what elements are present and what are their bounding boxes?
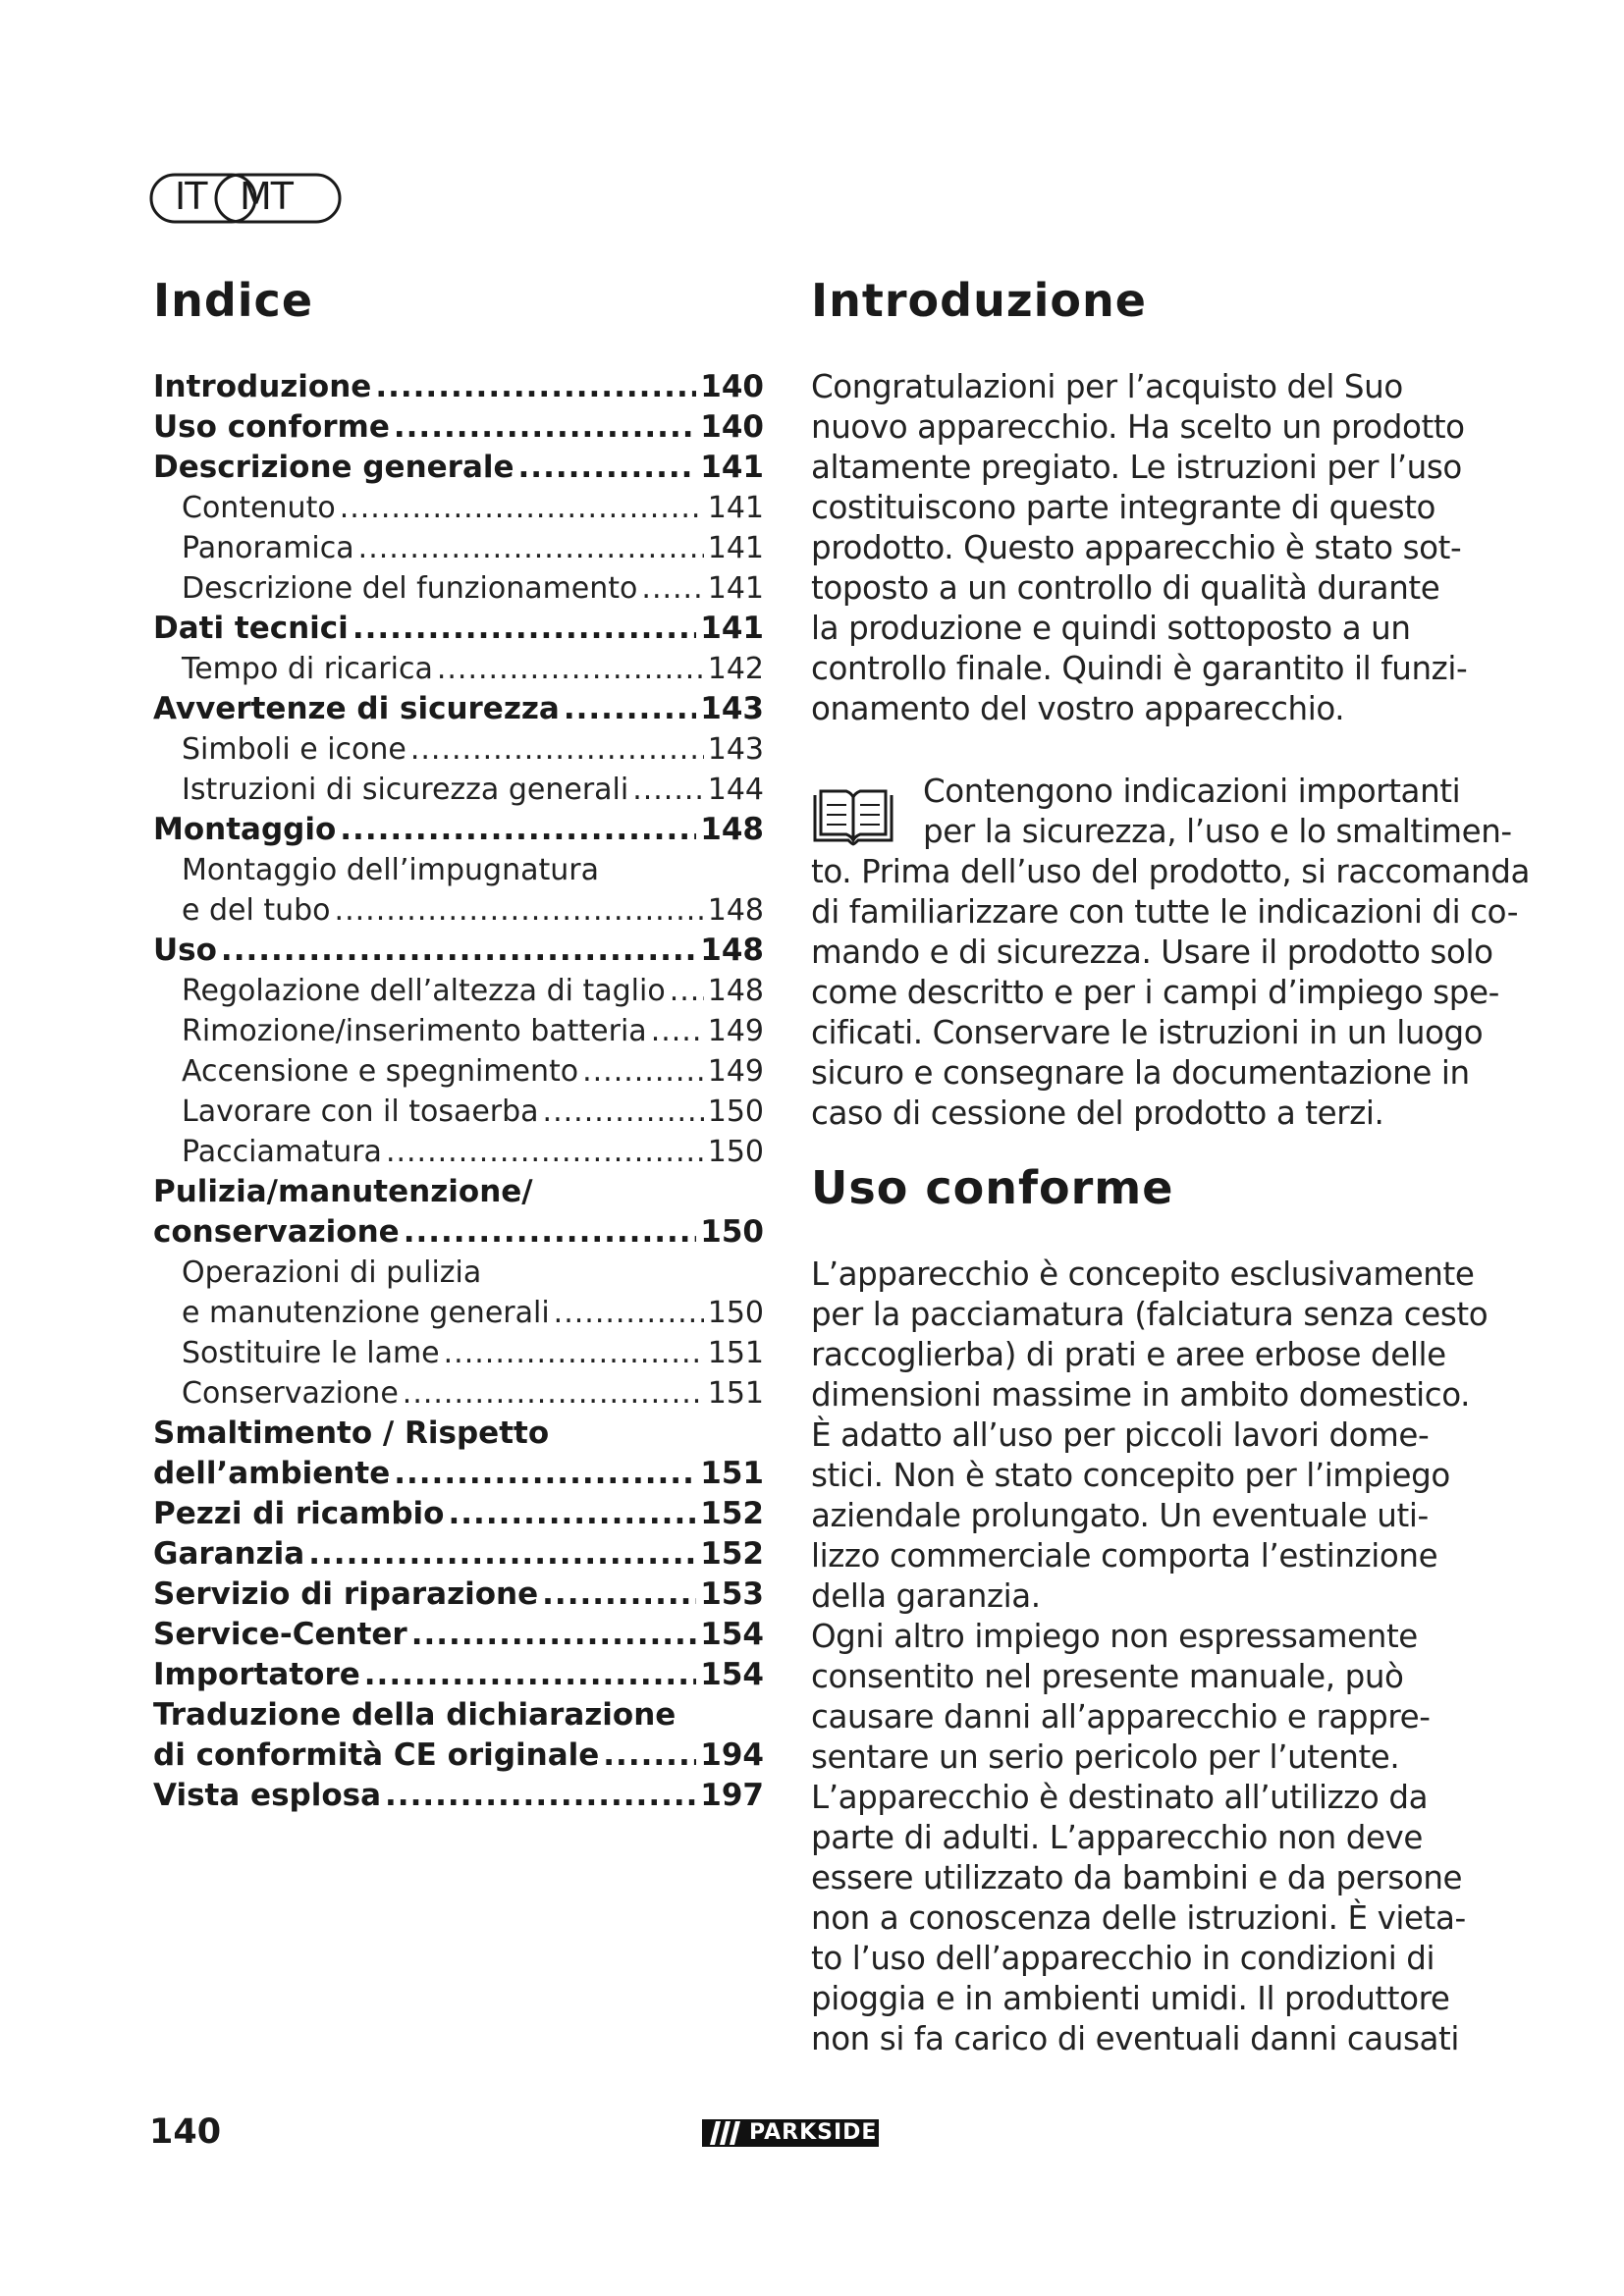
toc-entry-label: Pacciamatura (182, 1135, 382, 1169)
toc-entry (153, 810, 764, 850)
toc-entry-label: conservazione (153, 1214, 400, 1250)
text-line: per la pacciamatura (falciatura senza cesto (811, 1296, 1489, 1333)
toc-entry (153, 1615, 764, 1655)
brand-slashes-icon (702, 2119, 745, 2147)
toc-leader-dots (603, 1735, 696, 1776)
toc-entry-label: Conservazione (182, 1376, 399, 1411)
toc-entry-page: 140 (700, 369, 764, 404)
text-line: consentito nel presente manuale, può (811, 1658, 1404, 1695)
text-line: È adatto all’uso per piccoli lavori dome- (811, 1416, 1430, 1454)
toc-entry-label: dell’ambiente (153, 1456, 391, 1491)
toc-entry (153, 1051, 764, 1092)
toc-entry (153, 1575, 764, 1615)
toc-entry (153, 1494, 764, 1534)
page-number: 140 (149, 2112, 222, 2152)
toc-leader-dots (394, 1454, 696, 1494)
toc-entry-page: 143 (700, 691, 764, 726)
text-line: causare danni all’apparecchio e rappre- (811, 1698, 1431, 1735)
text-line: stici. Non è stato concepito per l’impiego (811, 1457, 1450, 1494)
text-line: Congratulazioni per l’acquisto del Suo (811, 368, 1403, 405)
toc-entry-page: 150 (707, 1135, 764, 1169)
toc-entry (153, 1212, 764, 1253)
toc-entry-page: 141 (707, 531, 764, 565)
toc-entry-page: 140 (700, 409, 764, 445)
uso-conforme-paragraph (811, 1255, 1488, 2059)
text-line: lizzo commerciale comporta l’estinzione (811, 1537, 1438, 1575)
toc-entry (153, 609, 764, 649)
toc-entry (153, 890, 764, 931)
toc-entry (153, 1333, 764, 1373)
toc-entry-label: Pezzi di ricambio (153, 1496, 445, 1531)
toc-leader-dots (385, 1776, 696, 1816)
intro-paragraph (811, 367, 1467, 729)
toc-entry (153, 1534, 764, 1575)
toc-entry-label: di conformità CE originale (153, 1737, 600, 1773)
toc-leader-dots (394, 407, 696, 448)
toc-leader-dots (641, 568, 703, 609)
toc-entry-page: 143 (707, 732, 764, 767)
toc-leader-dots (437, 649, 704, 689)
toc-entry-page: 151 (707, 1376, 764, 1411)
text-line: per la sicurezza, l’uso e lo smaltimen- (923, 813, 1512, 850)
text-line: mando e di sicurezza. Usare il prodotto solo (811, 934, 1493, 971)
text-line: raccoglierba) di prati e aree erbose delle (811, 1336, 1446, 1373)
toc-leader-dots (582, 1051, 704, 1092)
toc-entry-page: 152 (700, 1496, 764, 1531)
toc-entry-label: Vista esplosa (153, 1778, 382, 1813)
toc-leader-dots (411, 1615, 697, 1655)
toc-entry-page: 197 (700, 1778, 764, 1813)
text-line: to l’uso dell’apparecchio in condizioni di (811, 1940, 1435, 1977)
toc-entry (153, 367, 764, 407)
toc-leader-dots (375, 367, 696, 407)
toc-entry-page: 141 (700, 450, 764, 485)
text-line: caso di cessione del prodotto a terzi. (811, 1095, 1384, 1132)
toc-entry-page: 142 (707, 652, 764, 686)
toc-leader-dots (340, 810, 696, 850)
toc-entry (153, 729, 764, 770)
uso-conforme-title: Uso conforme (811, 1161, 1174, 1214)
toc-leader-dots (308, 1534, 696, 1575)
toc-leader-dots (448, 1494, 696, 1534)
toc-entry-label: Regolazione dell’altezza di taglio (182, 974, 666, 1008)
text-line: pioggia e in ambienti umidi. Il produttore (811, 1980, 1450, 2017)
toc-entry-page: 144 (707, 773, 764, 807)
safety-note-paragraph (811, 852, 1530, 1134)
text-line: toposto a un controllo di qualità durante (811, 569, 1440, 607)
toc-entry-page: 141 (707, 491, 764, 525)
toc-entry-label: Montaggio dell’impugnatura (182, 853, 599, 887)
toc-entry-label: Descrizione del funzionamento (182, 571, 638, 606)
toc-entry-label: Importatore (153, 1657, 360, 1692)
toc-entry-page: 154 (700, 1657, 764, 1692)
toc-entry-page: 148 (700, 812, 764, 847)
toc-entry-label: Descrizione generale (153, 450, 514, 485)
text-line: la produzione e quindi sottoposto a un (811, 610, 1411, 647)
toc-leader-dots (554, 1293, 704, 1333)
toc-leader-dots (564, 689, 696, 729)
toc-entry-page: 148 (707, 974, 764, 1008)
brand-logo (702, 2119, 879, 2147)
toc-entry-page: 152 (700, 1536, 764, 1572)
toc-leader-dots (444, 1333, 704, 1373)
toc-leader-dots (221, 931, 696, 971)
language-code-it: IT (175, 175, 207, 218)
toc-entry (153, 1293, 764, 1333)
toc-leader-dots (364, 1655, 697, 1695)
toc-entry-label: Service-Center (153, 1617, 407, 1652)
toc-entry (153, 407, 764, 448)
toc-entry-label: Accensione e spegnimento (182, 1054, 579, 1089)
toc-entry-label: Uso (153, 933, 217, 968)
toc-entry (153, 1695, 764, 1735)
toc-leader-dots (335, 890, 704, 931)
intro-title: Introduzione (811, 274, 1147, 327)
toc-entry-page: 141 (707, 571, 764, 606)
toc-entry-label: Avvertenze di sicurezza (153, 691, 560, 726)
toc-leader-dots (410, 729, 704, 770)
toc-entry (153, 528, 764, 568)
toc-title: Indice (153, 274, 314, 327)
toc-entry (153, 971, 764, 1011)
toc-entry-page: 151 (707, 1336, 764, 1370)
text-line: altamente pregiato. Le istruzioni per l’uso (811, 449, 1462, 486)
toc-entry-page: 153 (700, 1576, 764, 1612)
toc-entry-page: 150 (707, 1296, 764, 1330)
text-line: della garanzia. (811, 1577, 1041, 1615)
text-line: Ogni altro impiego non espressamente (811, 1618, 1418, 1655)
toc-entry-label: Sostituire le lame (182, 1336, 440, 1370)
text-line: L’apparecchio è concepito esclusivamente (811, 1255, 1475, 1293)
toc-leader-dots (404, 1212, 697, 1253)
toc-leader-dots (386, 1132, 704, 1172)
toc-entry-page: 141 (700, 611, 764, 646)
toc-entry (153, 1253, 764, 1293)
text-line: sicuro e consegnare la documentazione in (811, 1054, 1470, 1092)
text-line: dimensioni massime in ambito domestico. (811, 1376, 1471, 1414)
book-icon (811, 785, 895, 848)
toc-entry (153, 1776, 764, 1816)
safety-note-first-lines (923, 772, 1512, 852)
toc-leader-dots (403, 1373, 704, 1414)
text-line: essere utilizzato da bambini e da persone (811, 1859, 1463, 1896)
text-line: cificati. Conservare le istruzioni in un luogo (811, 1014, 1484, 1051)
text-line: prodotto. Questo apparecchio è stato sot- (811, 529, 1462, 566)
toc-entry (153, 1655, 764, 1695)
text-line: non si fa carico di eventuali danni causati (811, 2020, 1460, 2057)
toc-entry-label: Dati tecnici (153, 611, 349, 646)
toc-entry-label: Contenuto (182, 491, 336, 525)
text-line: L’apparecchio è destinato all’utilizzo da (811, 1779, 1429, 1816)
toc-entry (153, 1454, 764, 1494)
brand-name: PARKSIDE (749, 2120, 878, 2145)
toc-entry-label: Tempo di ricarica (182, 652, 433, 686)
toc-leader-dots (542, 1575, 696, 1615)
toc-entry-label: Panoramica (182, 531, 354, 565)
text-line: onamento del vostro apparecchio. (811, 690, 1345, 727)
toc-entry-label: Pulizia/manutenzione/ (153, 1174, 533, 1209)
text-line: Contengono indicazioni importanti (923, 773, 1461, 810)
toc-entry-page: 151 (700, 1456, 764, 1491)
toc-entry-label: Servizio di riparazione (153, 1576, 539, 1612)
toc-entry (153, 1172, 764, 1212)
text-line: to. Prima dell’uso del prodotto, si raccomanda (811, 853, 1531, 890)
toc-entry (153, 448, 764, 488)
toc-entry (153, 488, 764, 528)
toc-entry-label: Rimozione/inserimento batteria (182, 1014, 647, 1048)
text-line: non a conoscenza delle istruzioni. È vieta- (811, 1899, 1466, 1937)
toc-entry-page: 150 (700, 1214, 764, 1250)
text-line: nuovo apparecchio. Ha scelto un prodotto (811, 408, 1465, 446)
toc-entry-page: 194 (700, 1737, 764, 1773)
toc-entry-label: Istruzioni di sicurezza generali (182, 773, 629, 807)
toc-entry (153, 770, 764, 810)
toc-leader-dots (670, 971, 704, 1011)
text-line: aziendale prolungato. Un eventuale uti- (811, 1497, 1429, 1534)
toc-entry (153, 1092, 764, 1132)
language-code-mt: MT (240, 175, 293, 218)
toc-entry-page: 150 (707, 1095, 764, 1129)
toc-entry (153, 931, 764, 971)
toc-entry-label: Traduzione della dichiarazione (153, 1697, 677, 1733)
table-of-contents (153, 367, 764, 1816)
text-line: parte di adulti. L’apparecchio non deve (811, 1819, 1423, 1856)
toc-entry (153, 1735, 764, 1776)
toc-entry-page: 148 (707, 893, 764, 928)
toc-entry-page: 149 (707, 1054, 764, 1089)
language-badge (149, 169, 346, 228)
text-line: costituiscono parte integrante di questo (811, 489, 1436, 526)
toc-entry-label: Introduzione (153, 369, 372, 404)
toc-entry (153, 689, 764, 729)
toc-leader-dots (651, 1011, 704, 1051)
toc-leader-dots (518, 448, 697, 488)
toc-entry-label: e manutenzione generali (182, 1296, 550, 1330)
toc-entry-label: Smaltimento / Rispetto (153, 1415, 550, 1451)
toc-entry-label: Lavorare con il tosaerba (182, 1095, 539, 1129)
toc-entry (153, 1011, 764, 1051)
toc-entry-label: Simboli e icone (182, 732, 406, 767)
toc-leader-dots (543, 1092, 704, 1132)
toc-leader-dots (340, 488, 704, 528)
toc-entry-page: 154 (700, 1617, 764, 1652)
toc-entry (153, 649, 764, 689)
toc-entry (153, 1373, 764, 1414)
toc-entry-page: 149 (707, 1014, 764, 1048)
toc-entry (153, 1414, 764, 1454)
toc-entry (153, 1132, 764, 1172)
toc-entry-label: e del tubo (182, 893, 331, 928)
toc-entry (153, 850, 764, 890)
toc-entry-label: Garanzia (153, 1536, 305, 1572)
toc-entry-page: 148 (700, 933, 764, 968)
toc-entry (153, 568, 764, 609)
text-line: sentare un serio pericolo per l’utente. (811, 1738, 1400, 1776)
toc-entry-label: Operazioni di pulizia (182, 1255, 482, 1290)
text-line: di familiarizzare con tutte le indicazioni di co- (811, 893, 1519, 931)
toc-leader-dots (632, 770, 704, 810)
text-line: come descritto e per i campi d’impiego spe- (811, 974, 1499, 1011)
toc-leader-dots (358, 528, 704, 568)
toc-leader-dots (352, 609, 696, 649)
toc-entry-label: Montaggio (153, 812, 337, 847)
text-line: controllo finale. Quindi è garantito il funzi- (811, 650, 1468, 687)
toc-entry-label: Uso conforme (153, 409, 390, 445)
